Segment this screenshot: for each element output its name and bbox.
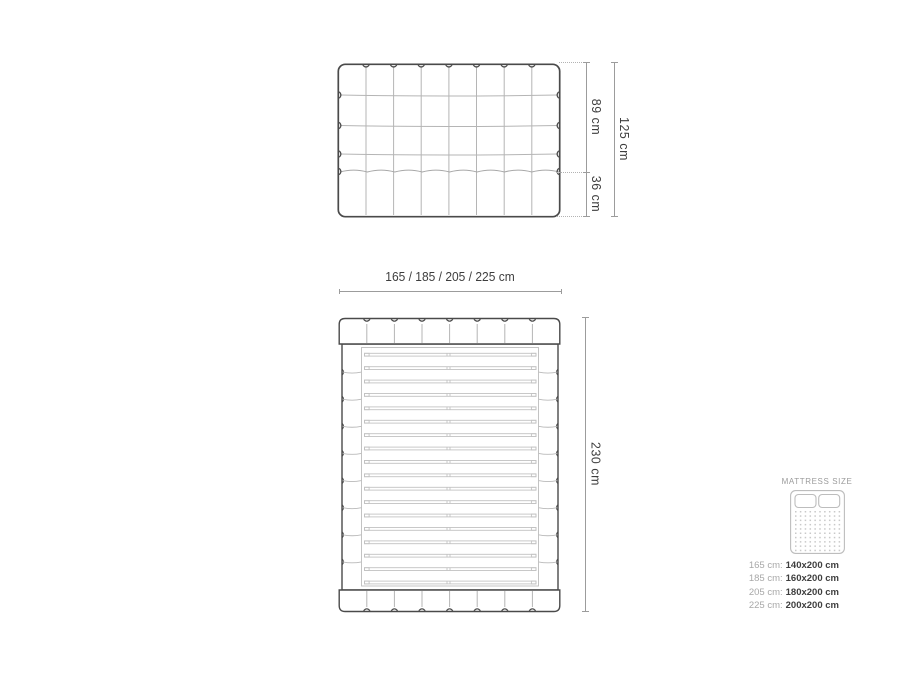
- dimension-tick: [583, 62, 590, 63]
- legend-title: MATTRESS SIZE: [781, 477, 853, 486]
- dimension-line-230: [585, 317, 586, 611]
- mattress-size-table: [740, 559, 839, 613]
- extension-line-bottom: [556, 216, 586, 217]
- frame-size-label: 185 cm:: [748, 573, 783, 585]
- dimension-label-36cm: 36 cm: [589, 175, 604, 213]
- dimension-label-width: 165 / 185 / 205 / 225 cm: [385, 270, 515, 284]
- mattress-size-row: [740, 586, 839, 599]
- mattress-size-value: 200x200 cm: [785, 600, 839, 612]
- mattress-size-value: 140x200 cm: [785, 560, 839, 571]
- dimension-line-89-36: [586, 62, 587, 216]
- mattress-size-row: [740, 572, 839, 585]
- frame-size-label: 165 cm:: [748, 560, 783, 571]
- dimension-tick: [611, 216, 618, 217]
- frame-size-label: 205 cm:: [748, 586, 783, 598]
- frame-size-label: 225 cm:: [748, 600, 783, 612]
- dimension-tick: [339, 289, 340, 294]
- mattress-size-row: [740, 599, 839, 612]
- mattress-size-value: 180x200 cm: [785, 586, 839, 598]
- headboard-front-view-drawing: [337, 63, 561, 219]
- mattress-icon: [790, 490, 845, 554]
- pillow-left: [795, 495, 816, 508]
- extension-line-middle: [556, 172, 586, 173]
- dimension-tick: [583, 172, 590, 173]
- dimension-label-89cm: 89 cm: [589, 98, 604, 136]
- pillow-right: [819, 495, 840, 508]
- mattress-size-row: [740, 559, 839, 572]
- dimension-tick: [583, 216, 590, 217]
- dimension-tick: [611, 62, 618, 63]
- dimension-label-125cm: 125 cm: [617, 117, 632, 161]
- dimension-label-230cm: 230 cm: [588, 442, 604, 486]
- bed-top-view-drawing: [338, 316, 562, 614]
- dimension-tick: [582, 611, 589, 612]
- dimension-tick: [582, 317, 589, 318]
- mattress-size-value: 160x200 cm: [785, 573, 839, 585]
- dimension-line-width: [339, 291, 562, 292]
- dimension-tick: [561, 289, 562, 294]
- dimension-line-125: [614, 62, 615, 216]
